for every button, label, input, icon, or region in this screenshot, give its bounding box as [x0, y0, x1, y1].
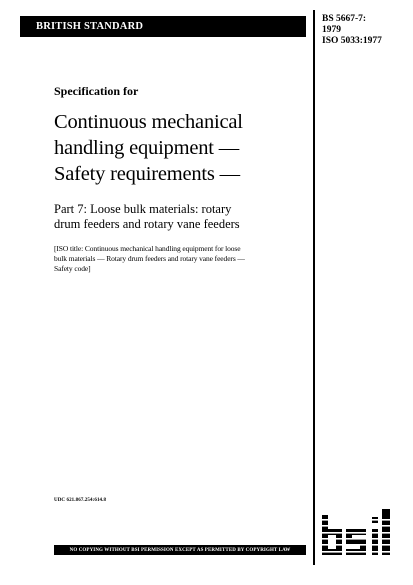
iso-title-line: Safety code]: [54, 264, 91, 273]
copyright-banner: [54, 545, 306, 555]
part-subtitle: [54, 202, 312, 232]
udc-code: UDC 621.867.254:614.8: [54, 498, 107, 503]
standard-numbers: [322, 14, 382, 47]
title-line: Continuous mechanical: [54, 111, 243, 133]
document-title: [54, 109, 312, 187]
title-line: Safety requirements —: [54, 163, 240, 185]
standard-number-line: ISO 5033:1977: [322, 36, 382, 46]
copyright-notice: NO COPYING WITHOUT BSI PERMISSION EXCEPT AS PERMITTED BY COPYRIGHT LAW: [69, 547, 291, 553]
iso-title-line: [ISO title: Continuous mechanical handling equipment for loose: [54, 244, 241, 253]
standard-number-line: BS 5667-7:: [322, 14, 367, 24]
bsi-logo-icon: [320, 507, 392, 559]
iso-title-line: bulk materials — Rotary drum feeders and rotary vane feeders —: [54, 254, 245, 263]
spec-for-heading: Specification for: [54, 84, 139, 98]
publisher-label: BRITISH STANDARD: [36, 21, 144, 32]
standard-number-line: 1979: [322, 25, 341, 35]
vertical-divider: [313, 10, 315, 565]
part-line: Part 7: Loose bulk materials: rotary: [54, 202, 232, 216]
title-line: handling equipment —: [54, 137, 240, 159]
part-line: drum feeders and rotary vane feeders: [54, 217, 240, 231]
iso-title-note: [54, 244, 312, 274]
publisher-banner: [20, 16, 306, 37]
